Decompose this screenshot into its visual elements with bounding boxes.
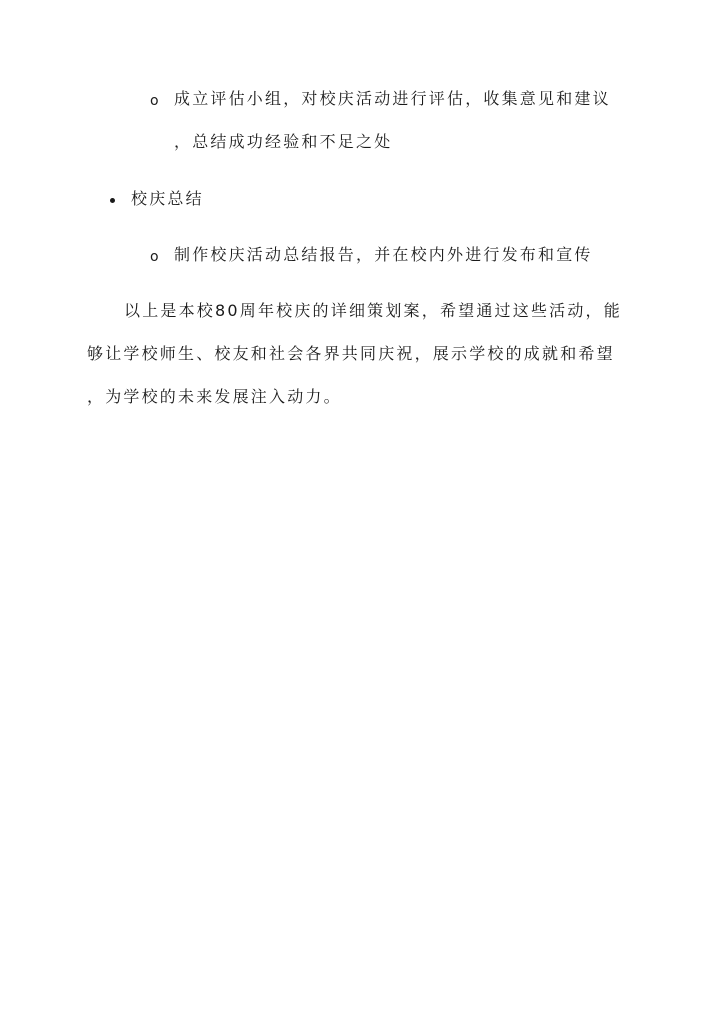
conclusion-line-3: ，为学校的未来发展注入动力。 xyxy=(87,387,342,406)
list-item-summary-heading: 校庆总结 xyxy=(131,189,204,208)
conclusion-line-2: 够让学校师生、校友和社会各界共同庆祝，展示学校的成就和希望 xyxy=(87,344,615,363)
sub-item-evaluation-line-2: ，总结成功经验和不足之处 xyxy=(174,132,393,151)
conclusion-line-1: 以上是本校80周年校庆的详细策划案，希望通过这些活动，能 xyxy=(124,301,622,320)
sub-item-report-line-1: 制作校庆活动总结报告，并在校内外进行发布和宣传 xyxy=(174,245,593,264)
list-bullet-dot xyxy=(110,198,115,203)
sub-bullet-marker: o xyxy=(150,249,159,265)
sub-bullet-marker: o xyxy=(150,93,159,109)
sub-item-evaluation-line-1: 成立评估小组，对校庆活动进行评估，收集意见和建议 xyxy=(174,89,611,108)
